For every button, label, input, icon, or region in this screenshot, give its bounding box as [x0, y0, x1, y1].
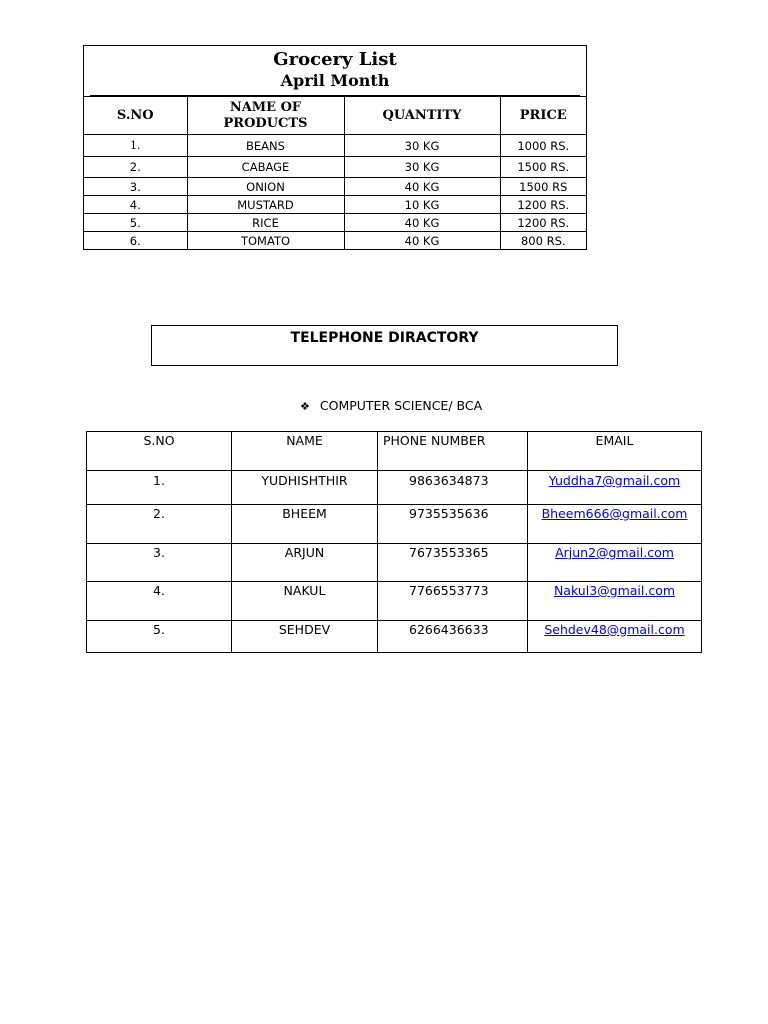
cell-quantity: 30 KG — [344, 135, 500, 157]
table-row — [87, 505, 702, 544]
cell-sno: 1. — [87, 471, 232, 505]
table-row — [84, 232, 586, 250]
cell-price: 800 RS. — [500, 232, 586, 250]
cell-sno: 3. — [87, 544, 232, 582]
grocery-table — [83, 45, 587, 250]
grocery-header-row — [84, 97, 586, 135]
cell-name: ARJUN — [232, 544, 378, 582]
cell-price: 1500 RS. — [500, 157, 586, 178]
cell-product: BEANS — [187, 135, 344, 157]
cell-phone: 9735535636 — [378, 505, 528, 544]
cell-product: ONION — [187, 178, 344, 196]
diamond-bullet-icon: ❖ — [300, 400, 310, 413]
col-header-sno: S.NO — [84, 97, 187, 135]
table-row — [87, 582, 702, 621]
email-link[interactable]: Yuddha7@gmail.com — [548, 473, 681, 488]
email-link[interactable]: Arjun2@gmail.com — [555, 545, 674, 560]
cell-price: 1000 RS. — [500, 135, 586, 157]
cell-quantity: 40 KG — [344, 214, 500, 232]
cell-quantity: 40 KG — [344, 178, 500, 196]
grocery-header — [84, 46, 586, 96]
email-link[interactable]: Nakul3@gmail.com — [553, 583, 676, 598]
cell-email — [528, 505, 702, 544]
table-row — [84, 157, 586, 178]
table-row — [84, 214, 586, 232]
cell-name: BHEEM — [232, 505, 378, 544]
table-row — [87, 544, 702, 582]
col-header-phone: PHONE NUMBER — [378, 432, 528, 471]
phone-header-row — [87, 432, 702, 471]
cell-sno: 5. — [87, 621, 232, 653]
cell-product: CABAGE — [187, 157, 344, 178]
cell-email — [528, 471, 702, 505]
grocery-grid — [84, 96, 586, 249]
directory-title: TELEPHONE DIRACTORY — [290, 330, 479, 346]
cell-price: 1500 RS — [500, 178, 586, 196]
table-row — [84, 196, 586, 214]
cell-sno: 2. — [84, 157, 187, 178]
col-header-name: NAME — [232, 432, 378, 471]
table-row — [87, 621, 702, 653]
cell-sno: 5. — [84, 214, 187, 232]
col-header-quantity: QUANTITY — [344, 97, 500, 135]
cell-quantity: 30 KG — [344, 157, 500, 178]
cell-price: 1200 RS. — [500, 196, 586, 214]
table-row — [87, 471, 702, 505]
cell-name: NAKUL — [232, 582, 378, 621]
phone-table — [86, 431, 702, 653]
grocery-subtitle: April Month — [280, 71, 390, 90]
col-header-sno: S.NO — [87, 432, 232, 471]
department-label: COMPUTER SCIENCE/ BCA — [319, 398, 483, 413]
cell-name: SEHDEV — [232, 621, 378, 653]
cell-sno: 6. — [84, 232, 187, 250]
cell-sno: 2. — [87, 505, 232, 544]
email-link[interactable]: Bheem666@gmail.com — [541, 506, 688, 521]
cell-quantity: 40 KG — [344, 232, 500, 250]
cell-product: RICE — [187, 214, 344, 232]
cell-email — [528, 544, 702, 582]
cell-phone: 7673553365 — [378, 544, 528, 582]
cell-price: 1200 RS. — [500, 214, 586, 232]
grocery-title: Grocery List — [273, 49, 397, 70]
header-divider — [90, 95, 580, 96]
cell-sno: 4. — [87, 582, 232, 621]
cell-sno: 4. — [84, 196, 187, 214]
cell-product: TOMATO — [187, 232, 344, 250]
cell-phone: 7766553773 — [378, 582, 528, 621]
cell-phone: 6266436633 — [378, 621, 528, 653]
cell-sno: 1. — [84, 135, 187, 157]
col-header-price: PRICE — [500, 97, 586, 135]
cell-product: MUSTARD — [187, 196, 344, 214]
cell-name: YUDHISHTHIR — [232, 471, 378, 505]
cell-email — [528, 621, 702, 653]
directory-title-box — [151, 325, 618, 366]
cell-quantity: 10 KG — [344, 196, 500, 214]
cell-phone: 9863634873 — [378, 471, 528, 505]
department-line — [300, 398, 482, 413]
cell-email — [528, 582, 702, 621]
table-row — [84, 178, 586, 196]
col-header-email: EMAIL — [528, 432, 702, 471]
col-header-product: NAME OF PRODUCTS — [187, 97, 344, 135]
email-link[interactable]: Sehdev48@gmail.com — [544, 622, 685, 637]
cell-sno: 3. — [84, 178, 187, 196]
table-row — [84, 135, 586, 157]
